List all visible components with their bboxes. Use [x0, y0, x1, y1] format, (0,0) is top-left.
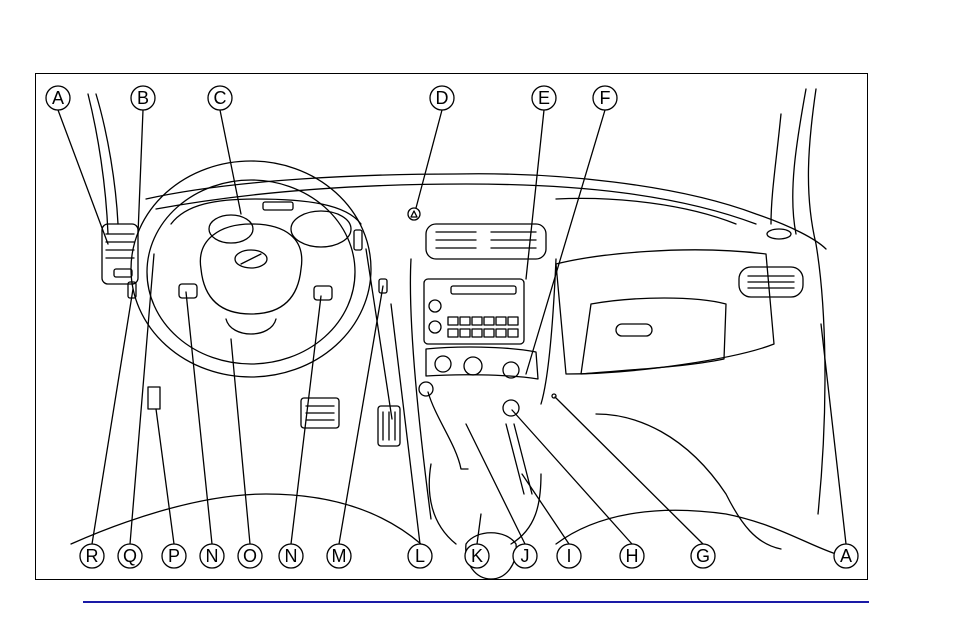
callout-label: I: [566, 546, 572, 566]
callout-label: Q: [122, 546, 138, 566]
callout-top-2: [208, 86, 241, 214]
callout-label: R: [85, 546, 99, 566]
callout-leader-line: [138, 110, 143, 234]
callout-label: F: [599, 88, 611, 108]
center-stack-outline: [410, 259, 556, 519]
odometer-display: [263, 202, 293, 210]
callout-label: J: [520, 546, 530, 566]
parking-brake-release: [148, 387, 160, 409]
callout-top-5: [526, 86, 617, 374]
tachometer: [209, 215, 253, 243]
page-footer-rule: [83, 601, 869, 603]
callout-leader-line: [522, 474, 569, 544]
callout-bottom-5: [279, 296, 321, 568]
callout-bottom-6: [327, 286, 383, 568]
callout-leader-line: [416, 110, 442, 208]
callout-label: O: [242, 546, 258, 566]
audio-preset-buttons: [448, 317, 518, 337]
defrost-vent: [767, 229, 791, 239]
parking-brake: [506, 424, 524, 494]
callout-bottom-3: [186, 292, 224, 568]
right-a-pillar: [793, 89, 806, 234]
callout-label: L: [414, 546, 426, 566]
left-a-pillar-inner: [96, 94, 118, 224]
accessory-outlet: [503, 400, 519, 416]
dashboard-line-art: [36, 74, 869, 581]
callout-top-0: [46, 86, 108, 244]
console: [429, 464, 541, 544]
glove-box-latch: [616, 324, 652, 336]
callout-label: B: [136, 88, 150, 108]
passenger-dash-crease: [556, 198, 736, 224]
callout-label: K: [470, 546, 484, 566]
callout-label: D: [435, 88, 449, 108]
callout-leader-line: [466, 424, 525, 544]
left-spoke-switch: [179, 284, 197, 298]
left-a-pillar: [88, 94, 108, 234]
callout-label: N: [284, 546, 298, 566]
callout-leader-line: [821, 324, 846, 544]
right-pillar-trim: [808, 89, 825, 514]
speedometer: [291, 211, 351, 247]
callout-label: E: [537, 88, 551, 108]
callout-leader-line: [555, 397, 703, 544]
callout-leader-line: [526, 110, 605, 374]
callout-label: G: [695, 546, 711, 566]
callout-leader-line: [339, 286, 383, 544]
callout-leader-line: [186, 292, 212, 544]
glove-box: [581, 298, 726, 374]
callout-label: N: [205, 546, 219, 566]
callout-top-1: [131, 86, 155, 234]
center-vents: [426, 224, 546, 259]
callout-label: P: [167, 546, 181, 566]
callout-bottom-2: [156, 409, 186, 568]
callout-label: C: [213, 88, 227, 108]
steering-wheel-rim: [131, 161, 371, 377]
audio-system: [424, 279, 524, 344]
callout-leader-line: [92, 289, 133, 544]
shift-lever: [428, 392, 468, 469]
right-spoke-switch: [314, 286, 332, 300]
callout-bottom-4: [231, 339, 262, 568]
callout-leader-line: [58, 110, 108, 244]
airbag-hub: [200, 224, 301, 314]
passenger-dash: [556, 250, 774, 374]
callout-label: H: [625, 546, 639, 566]
callout-leader-line: [526, 110, 544, 279]
callout-leader-line: [477, 514, 481, 544]
fan-knob: [435, 356, 451, 372]
callout-bottom-13: [821, 324, 858, 568]
callout-bottom-0: [80, 289, 133, 568]
callout-label: A: [839, 546, 853, 566]
instrument-panel-diagram: [35, 73, 868, 580]
steering-column: [226, 319, 276, 334]
shift-knob: [419, 382, 433, 396]
callout-bottom-12: [555, 397, 715, 568]
callout-leader-line: [156, 409, 174, 544]
hazard-button: [408, 208, 420, 220]
temp-knob: [464, 357, 482, 375]
callout-leader-line: [231, 339, 250, 544]
callout-label: M: [331, 546, 347, 566]
right-pillar-shadow: [771, 114, 781, 224]
instrument-cluster-hood: [171, 199, 361, 224]
callout-leader-line: [512, 410, 632, 544]
callout-label: A: [51, 88, 65, 108]
callout-top-4: [526, 86, 556, 279]
callout-top-3: [416, 86, 454, 208]
